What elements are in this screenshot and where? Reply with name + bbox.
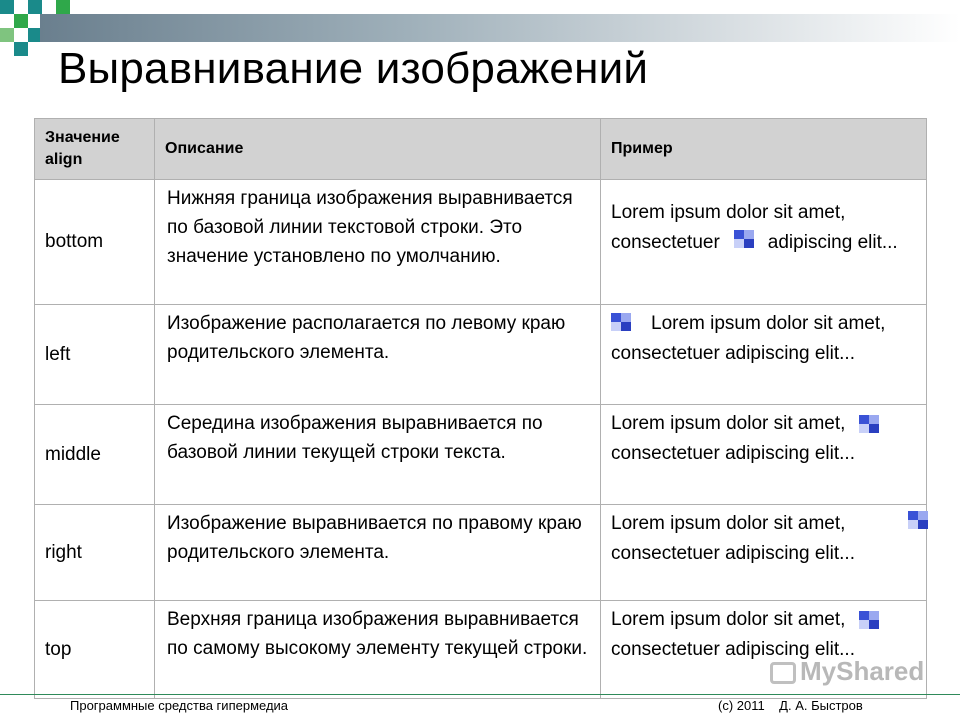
example-text-before: Lorem ipsum dolor sit amet, <box>611 609 846 630</box>
example-text-after: consectetuer adipiscing elit... <box>611 639 855 660</box>
example-text-after: adipiscing elit... <box>767 232 898 253</box>
header-align-value: Значение align <box>35 119 155 180</box>
row-example <box>601 505 927 601</box>
sample-image-icon <box>859 611 879 629</box>
watermark <box>770 656 924 687</box>
row-value: middle <box>35 405 155 505</box>
row-description: Изображение выравнивается по правому краю родительского элемента. <box>155 505 601 601</box>
footer-copyright: (c) 2011 Д. А. Быстров <box>718 698 863 713</box>
sample-image-icon <box>859 415 879 433</box>
footer-divider <box>0 694 960 695</box>
watermark-text: MyShared <box>800 656 925 686</box>
slide-title: Выравнивание изображений <box>58 44 649 93</box>
row-description: Верхняя граница изображения выравнивается по самому высокому элементу текущей строки. <box>155 601 601 699</box>
row-value: right <box>35 505 155 601</box>
row-value: left <box>35 305 155 405</box>
table-row <box>35 505 927 601</box>
header-example: Пример <box>601 119 927 180</box>
row-description: Изображение располагается по левому краю родительского элемента. <box>155 305 601 405</box>
row-example <box>601 305 927 405</box>
row-description: Нижняя граница изображения выравнивается по базовой линии текстовой строки. Это значение установлено по умолчанию. <box>155 180 601 305</box>
sample-image-icon <box>611 313 631 331</box>
example-text-after: consectetuer adipiscing elit... <box>611 443 855 464</box>
table-header-row <box>35 119 927 180</box>
footer-course: Программные средства гипермедиа <box>70 698 289 713</box>
row-example <box>601 180 927 305</box>
example-text-after: Lorem ipsum dolor sit amet, consectetuer adipiscing elit... <box>611 513 855 564</box>
table-row <box>35 305 927 405</box>
table-row <box>35 405 927 505</box>
sample-image-icon <box>734 230 754 248</box>
row-example <box>601 405 927 505</box>
table-row <box>35 180 927 305</box>
row-value: top <box>35 601 155 699</box>
example-text-after: Lorem ipsum dolor sit amet, consectetuer adipiscing elit... <box>611 313 886 364</box>
header-bar <box>40 14 960 42</box>
sample-image-icon <box>908 511 928 529</box>
header-description: Описание <box>155 119 601 180</box>
row-value: bottom <box>35 180 155 305</box>
align-table <box>34 118 927 699</box>
presentation-icon <box>770 662 796 684</box>
example-text-before: Lorem ipsum dolor sit amet, <box>611 413 846 434</box>
row-description: Середина изображения выравнивается по базовой линии текущей строки текста. <box>155 405 601 505</box>
example-text-before: Lorem ipsum dolor sit amet, consectetuer <box>611 202 846 253</box>
